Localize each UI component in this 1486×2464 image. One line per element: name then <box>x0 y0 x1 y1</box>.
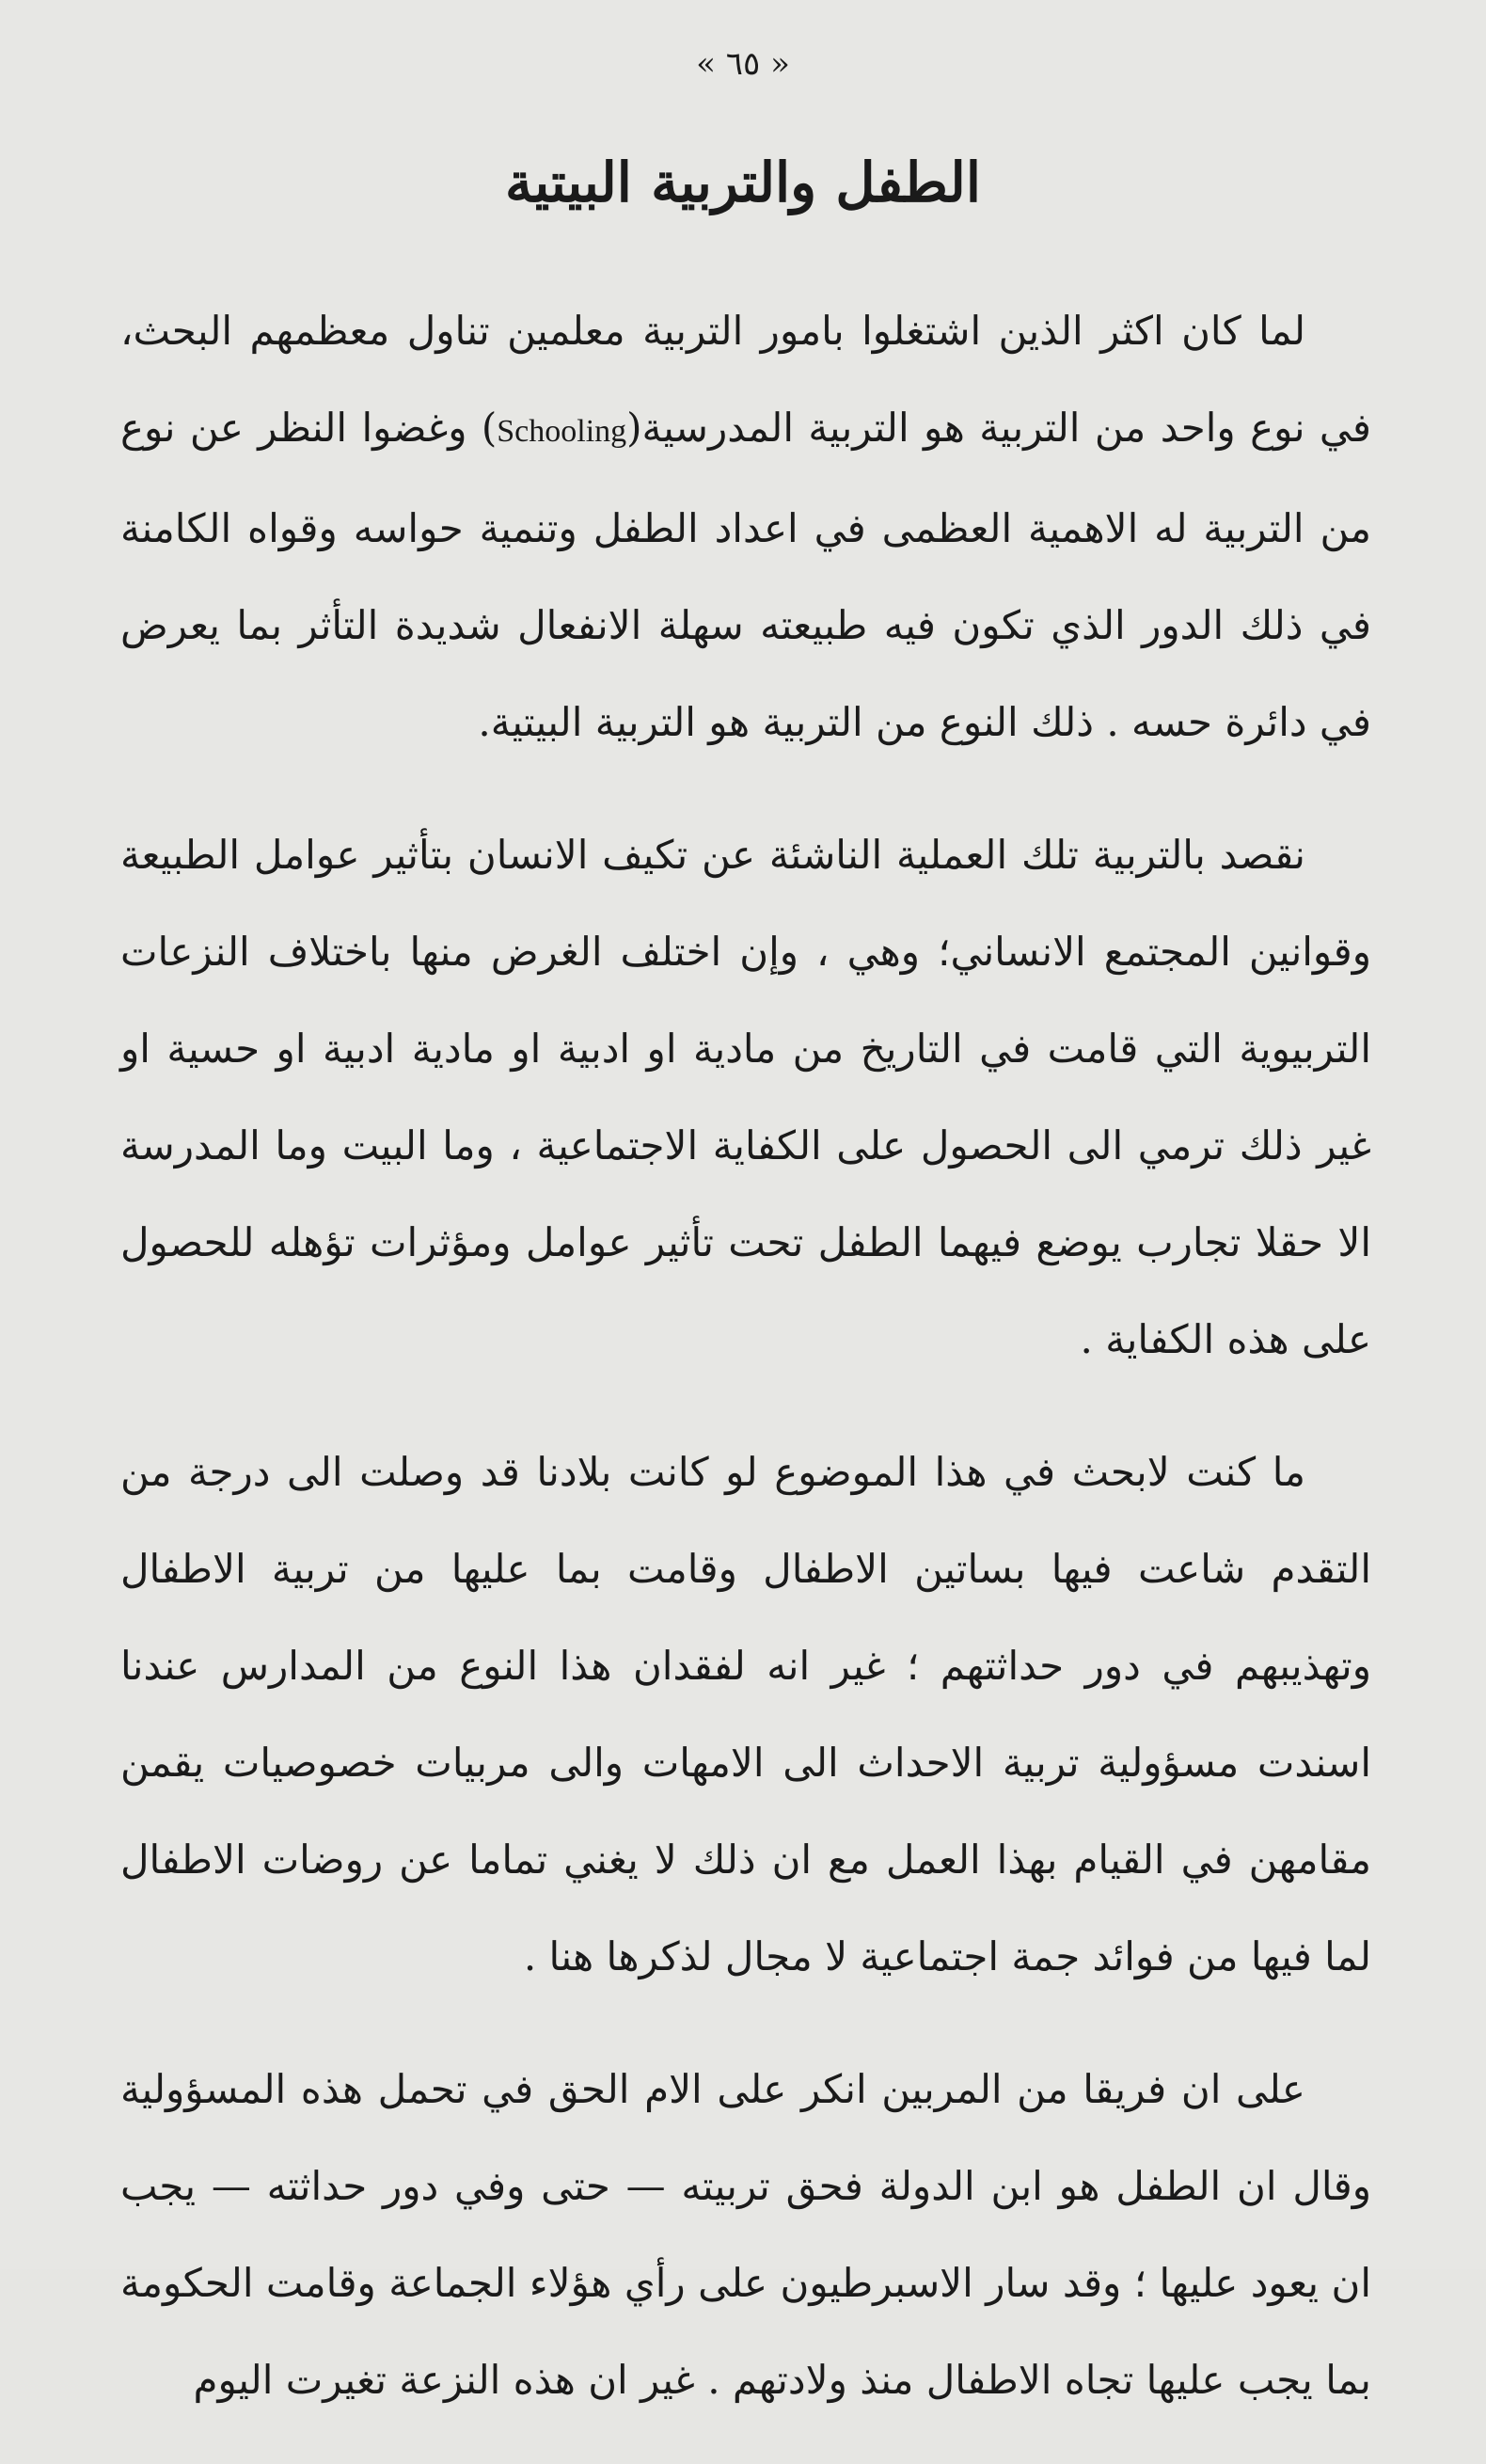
paragraph-text: ) وغضوا النظر عن نوع من التربية له الاهمية العظمى في اعداد الطفل وتنمية حواسه وقواه الكامنة في ذلك الدور الذي تكون فيه طبيعته سهلة الانفعال شديدة التأثر بما يعرض في دائرة حسه . ذلك النوع من التربية هو التربية البيتية. <box>120 405 1371 745</box>
paragraph-text: لما كان اكثر الذين اشتغلوا بامور التربية معلمين تناول معظمهم البحث، في نوع واحد من التربية هو التربية المدرسية( <box>120 308 1371 451</box>
paragraph: ما كنت لابحث في هذا الموضوع لو كانت بلادنا قد وصلت الى درجة من التقدم شاعت فيها بساتين الاطفال وقامت بما عليها من تربية الاطفال وتهذيبهم في دور حداثتهم ؛ غير انه لفقدان هذا النوع من المدارس عندنا اسندت مسؤولية تربية الاحداث الى الامهات والى مربيات خصوصيات يقمن مقامهن في القيام بهذا العمل مع ان ذلك لا يغني تماما عن روضات الاطفال لما فيها من فوائد جمة اجتماعية لا مجال لذكرها هنا . <box>120 1449 1371 1979</box>
page-title: الطفل والتربية البيتية <box>505 151 981 215</box>
paragraph: نقصد بالتربية تلك العملية الناشئة عن تكيف الانسان بتأثير عوامل الطبيعة وقوانين المجتمع الانساني؛ وهي ، وإن اختلف الغرض منها باختلاف النزعات التربيوية التي قامت في التاريخ من مادية او ادبية او مادية ادبية او حسية او غير ذلك ترمي الى الحصول على الكفاية الاجتماعية ، وما البيت وما المدرسة الا حقلا تجارب يوضع فيهما الطفل تحت تأثير عوامل ومؤثرات تؤهله للحصول على هذه الكفاية . <box>120 832 1371 1362</box>
latin-term: Schooling <box>497 414 627 449</box>
paragraph <box>120 282 1371 771</box>
page-number: « ٦٥ » <box>696 45 790 83</box>
paragraph: على ان فريقا من المربين انكر على الام الحق في تحمل هذه المسؤولية وقال ان الطفل هو ابن الدولة فحق تربيته — حتى وفي دور حداثته — يجب ان يعود عليها ؛ وقد سار الاسبرطيون على رأي هؤلاء الجماعة وقامت الحكومة بما يجب عليها تجاه الاطفال منذ ولادتهم . غير ان هذه النزعة تغيرت اليوم <box>120 2066 1371 2403</box>
text-body <box>120 282 1371 2464</box>
